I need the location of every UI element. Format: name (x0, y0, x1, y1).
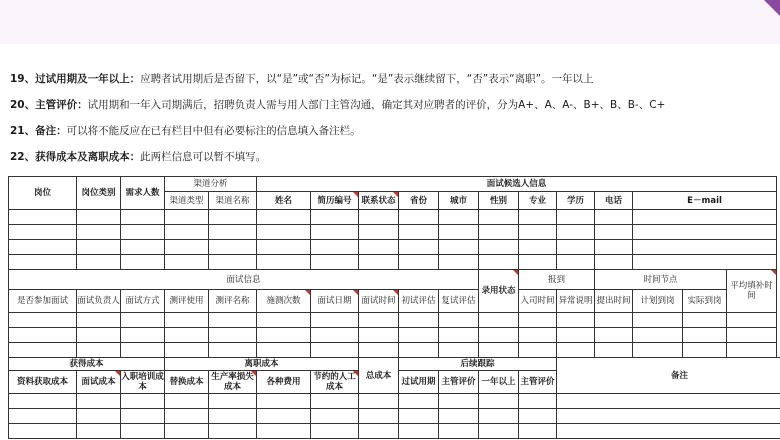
header-assessment-name: 测评名称 (209, 290, 257, 313)
table-row (9, 409, 780, 424)
header-position: 岗位 (9, 177, 77, 210)
header-attend-interview: 是否参加面试 (9, 290, 77, 313)
header-channel-type: 渠道类型 (165, 192, 209, 210)
header-hire-status: 录用状态 (479, 270, 519, 313)
header-leave-cost: 离职成本 (165, 358, 359, 371)
note-body: 应聘者试用期后是否留下，以“是”或“否”为标记。“是”表示继续留下，“否”表示“离职”。一年以上 (140, 73, 594, 85)
header-contact-status: 联系状态 (359, 192, 399, 210)
header-province: 省份 (399, 192, 439, 210)
header-category: 岗位类别 (77, 177, 121, 210)
interview-table (8, 269, 777, 358)
header-candidate-info: 面试候选人信息 (257, 177, 777, 192)
corner-accent (764, 0, 780, 16)
header-interview-date: 面试日期 (311, 290, 359, 313)
header-major: 专业 (519, 192, 557, 210)
table-row (9, 328, 777, 343)
header-band (0, 0, 780, 44)
header-report: 报到 (519, 270, 595, 290)
candidate-table (8, 176, 777, 270)
header-avg-fill-time: 平均填补时间 (727, 270, 777, 313)
note-title: 21、备注： (10, 125, 67, 137)
header-manager-eval-1: 主管评价 (439, 371, 479, 394)
header-actual-arrival: 实际到岗 (683, 290, 727, 313)
header-manager-eval-2: 主管评价 (519, 371, 557, 394)
header-planned-arrival: 计划到岗 (633, 290, 683, 313)
table-row (9, 255, 777, 270)
note-title: 19、过试用期及一年以上： (10, 73, 141, 85)
header-interview-method: 面试方式 (121, 290, 165, 313)
header-labor-saving: 节约的人工成本 (311, 371, 359, 394)
note-body: 试用期和一年入司期满后，招聘负责人需与用人部门主管沟通，确定其对应聘者的评价，分为A+、A、A-、B+、B、B-、C+ (87, 99, 666, 111)
table-row (9, 225, 777, 240)
header-interview-info: 面试信息 (9, 270, 479, 290)
header-gender: 性别 (479, 192, 519, 210)
header-over-one-year: 一年以上 (479, 371, 519, 394)
header-first-eval: 初试评估 (399, 290, 439, 313)
note-20 (0, 92, 682, 118)
header-training-cost: 入职培训成本 (121, 372, 164, 392)
header-interview-time: 面试时间 (359, 290, 399, 313)
cost-table (8, 357, 780, 439)
note-22 (0, 144, 682, 170)
note-body: 此两栏信息可以暂不填写。 (140, 151, 267, 163)
table-row (9, 424, 780, 439)
header-remark: 备注 (557, 358, 780, 394)
header-channel-name: 渠道名称 (209, 192, 257, 210)
header-phone: 电话 (595, 192, 633, 210)
header-exception-note: 异常说明 (557, 290, 595, 313)
header-request-time: 提出时间 (595, 290, 633, 313)
header-test-count: 施测次数 (257, 290, 311, 313)
header-assessment-used: 测评使用 (165, 290, 209, 313)
table-row (9, 210, 777, 225)
header-probation-passed: 过试用期 (399, 371, 439, 394)
instruction-notes (0, 66, 682, 170)
table-row (9, 343, 777, 358)
header-second-eval: 复试评估 (439, 290, 479, 313)
note-title: 22、获得成本及离职成本： (10, 151, 141, 163)
note-21 (0, 118, 682, 144)
recruitment-sheet (8, 176, 772, 439)
table-row (9, 394, 780, 409)
header-resume-no: 简历编号 (311, 192, 359, 210)
header-total-cost: 总成本 (359, 358, 399, 394)
header-various-fees: 各种费用 (257, 371, 311, 394)
note-body: 可以将不能反应在已有栏目中但有必要标注的信息填入备注栏。 (66, 125, 361, 137)
header-acquire-cost: 获得成本 (9, 358, 165, 371)
header-join-time: 入司时间 (519, 290, 557, 313)
header-name: 姓名 (257, 192, 311, 210)
table-row (9, 313, 777, 328)
header-interviewer: 面试负责人 (77, 290, 121, 313)
header-replace-cost: 替换成本 (165, 371, 209, 394)
note-19 (0, 66, 682, 92)
header-channel-analysis: 渠道分析 (165, 177, 257, 192)
header-email: E－mail (633, 192, 777, 210)
header-interview-cost: 面试成本 (77, 371, 121, 394)
header-time-nodes: 时间节点 (595, 270, 727, 290)
header-headcount: 需求人数 (121, 177, 165, 210)
header-follow-up: 后续跟踪 (399, 358, 557, 371)
header-productivity-loss: 生产率损失成本 (209, 371, 257, 394)
header-education: 学历 (557, 192, 595, 210)
header-city: 城市 (439, 192, 479, 210)
table-row (9, 240, 777, 255)
note-title: 20、主管评价： (10, 99, 88, 111)
header-data-cost: 资料获取成本 (9, 371, 77, 394)
